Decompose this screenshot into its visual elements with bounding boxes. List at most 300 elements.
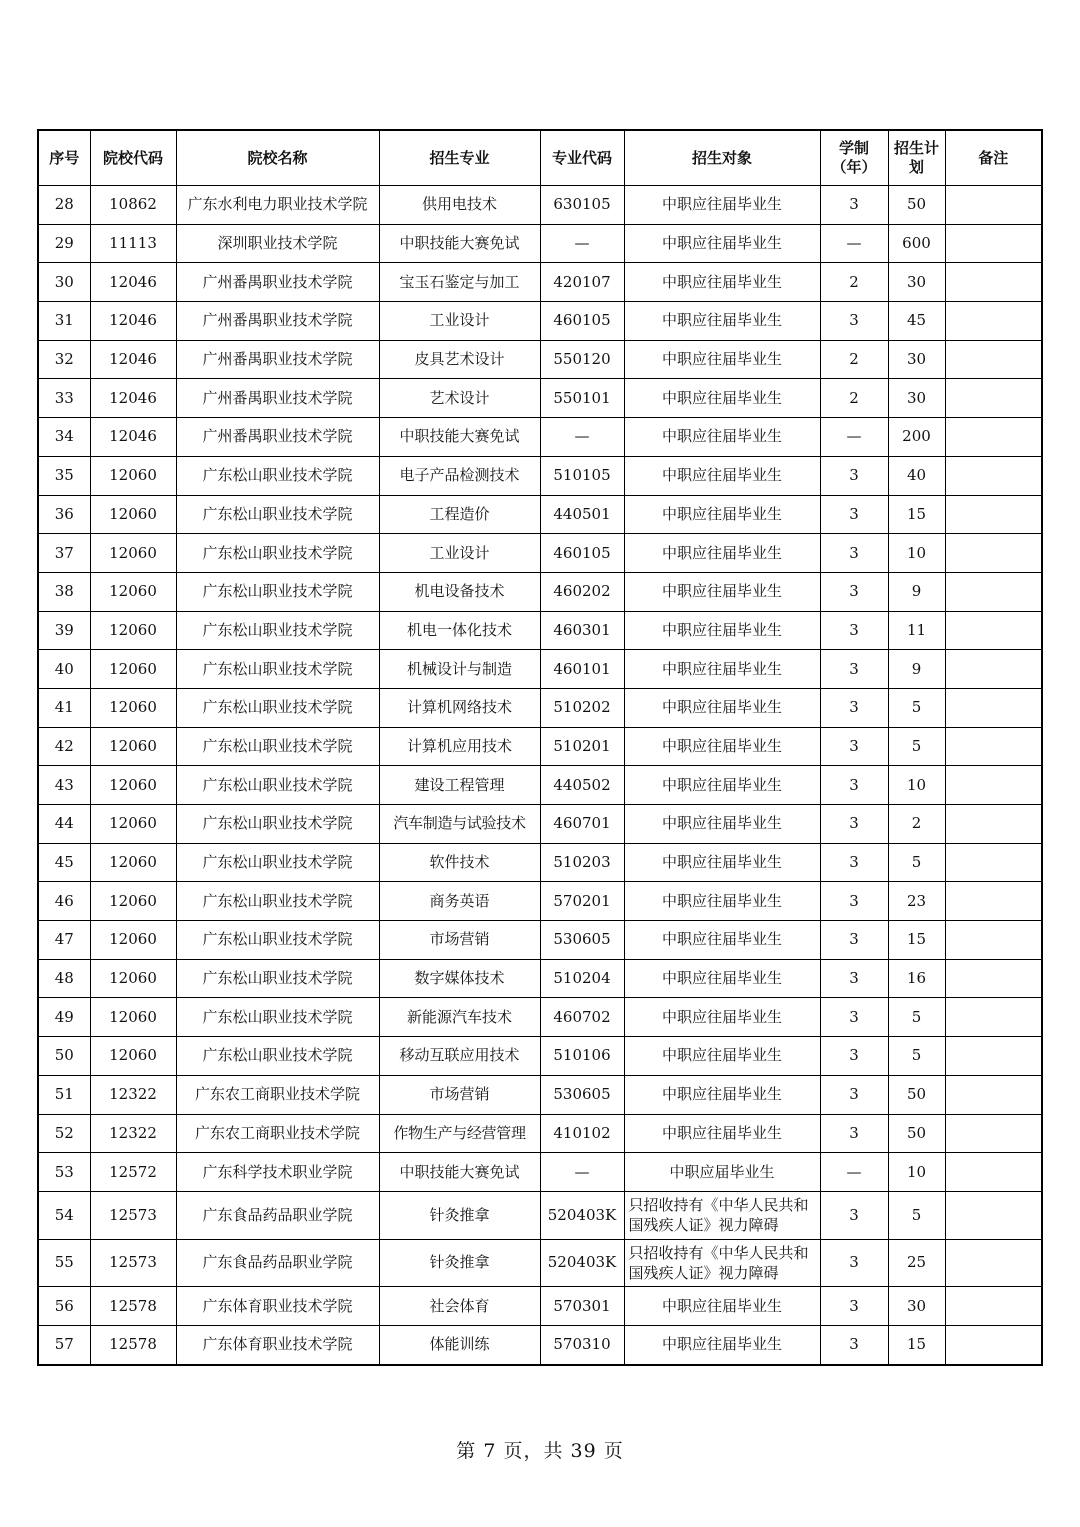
header-seq: 序号 [38,130,90,186]
table-row [38,1239,1042,1287]
cell-plan: 600 [888,224,945,263]
cell-school-code: 12060 [90,456,176,495]
cell-years: — [820,1153,888,1192]
cell-school-name: 广东松山职业技术学院 [176,998,379,1037]
cell-target: 中职应往届毕业生 [624,766,820,805]
cell-target: 中职应往届毕业生 [624,1037,820,1076]
cell-target: 中职应届毕业生 [624,1153,820,1192]
cell-plan: 9 [888,572,945,611]
cell-major-code: 530605 [540,921,624,960]
cell-major-code: 510202 [540,688,624,727]
cell-school-name: 广东松山职业技术学院 [176,495,379,534]
table-row [38,1037,1042,1076]
cell-notes [945,998,1042,1037]
cell-target: 中职应往届毕业生 [624,495,820,534]
cell-school-code: 11113 [90,224,176,263]
header-school-code: 院校代码 [90,130,176,186]
cell-major: 中职技能大赛免试 [379,1153,540,1192]
cell-target: 中职应往届毕业生 [624,186,820,225]
cell-seq: 42 [38,727,90,766]
cell-target: 中职应往届毕业生 [624,650,820,689]
cell-plan: 5 [888,1191,945,1239]
cell-notes [945,805,1042,844]
cell-major-code: — [540,1153,624,1192]
cell-major-code: 570310 [540,1325,624,1364]
cell-seq: 44 [38,805,90,844]
cell-school-code: 12060 [90,495,176,534]
cell-target: 中职应往届毕业生 [624,843,820,882]
cell-notes [945,843,1042,882]
table-row [38,1287,1042,1326]
cell-major-code: 460702 [540,998,624,1037]
cell-major: 机械设计与制造 [379,650,540,689]
cell-major: 针灸推拿 [379,1191,540,1239]
cell-major: 艺术设计 [379,379,540,418]
header-plan-line1: 招生计 [893,139,939,157]
cell-notes [945,224,1042,263]
cell-school-name: 广东松山职业技术学院 [176,921,379,960]
cell-years: 3 [820,1239,888,1287]
cell-major-code: 510203 [540,843,624,882]
cell-target: 中职应往届毕业生 [624,1325,820,1364]
cell-major: 供用电技术 [379,186,540,225]
cell-seq: 30 [38,263,90,302]
cell-school-name: 广东松山职业技术学院 [176,572,379,611]
cell-major-code: 460202 [540,572,624,611]
cell-notes [945,611,1042,650]
cell-target: 中职应往届毕业生 [624,302,820,341]
table-row [38,224,1042,263]
cell-school-name: 广东松山职业技术学院 [176,1037,379,1076]
cell-school-code: 12060 [90,650,176,689]
cell-years: 3 [820,495,888,534]
cell-seq: 49 [38,998,90,1037]
cell-notes [945,534,1042,573]
header-plan-line2: 划 [908,158,924,176]
cell-major-code: 460105 [540,534,624,573]
cell-school-name: 广东松山职业技术学院 [176,882,379,921]
table-row [38,495,1042,534]
cell-school-code: 10862 [90,186,176,225]
cell-school-code: 12046 [90,263,176,302]
cell-notes [945,650,1042,689]
cell-school-name: 广东松山职业技术学院 [176,959,379,998]
cell-school-name: 广州番禺职业技术学院 [176,379,379,418]
cell-years: 3 [820,534,888,573]
cell-target: 中职应往届毕业生 [624,688,820,727]
cell-school-code: 12573 [90,1191,176,1239]
cell-plan: 5 [888,998,945,1037]
cell-seq: 55 [38,1239,90,1287]
cell-seq: 41 [38,688,90,727]
cell-years: 2 [820,340,888,379]
cell-target: 中职应往届毕业生 [624,572,820,611]
cell-notes [945,766,1042,805]
cell-plan: 50 [888,1114,945,1153]
cell-notes [945,379,1042,418]
cell-seq: 36 [38,495,90,534]
cell-years: 3 [820,1191,888,1239]
cell-school-code: 12578 [90,1287,176,1326]
cell-notes [945,418,1042,457]
cell-major: 工业设计 [379,302,540,341]
cell-major-code: 460701 [540,805,624,844]
table-row [38,727,1042,766]
cell-seq: 47 [38,921,90,960]
header-plan [888,130,945,186]
cell-years: 3 [820,1037,888,1076]
cell-plan: 50 [888,186,945,225]
cell-notes [945,921,1042,960]
table-row [38,882,1042,921]
cell-seq: 50 [38,1037,90,1076]
cell-major-code: 520403K [540,1239,624,1287]
cell-major-code: 460101 [540,650,624,689]
cell-years: 3 [820,882,888,921]
table-row [38,959,1042,998]
cell-major-code: 550120 [540,340,624,379]
cell-school-code: 12060 [90,882,176,921]
cell-seq: 43 [38,766,90,805]
cell-years: 3 [820,611,888,650]
table-header-row [38,130,1042,186]
cell-target: 中职应往届毕业生 [624,727,820,766]
cell-school-name: 广州番禺职业技术学院 [176,340,379,379]
cell-target: 中职应往届毕业生 [624,882,820,921]
table-row [38,379,1042,418]
cell-school-code: 12060 [90,611,176,650]
header-years-line2: （年） [831,158,877,176]
cell-school-name: 广东松山职业技术学院 [176,727,379,766]
cell-major: 机电设备技术 [379,572,540,611]
table-row [38,534,1042,573]
cell-years: 3 [820,1325,888,1364]
cell-notes [945,1191,1042,1239]
cell-years: 2 [820,263,888,302]
cell-plan: 15 [888,1325,945,1364]
cell-target: 中职应往届毕业生 [624,224,820,263]
cell-notes [945,688,1042,727]
cell-major: 商务英语 [379,882,540,921]
cell-notes [945,959,1042,998]
cell-seq: 54 [38,1191,90,1239]
table-row [38,805,1042,844]
cell-school-name: 广东松山职业技术学院 [176,805,379,844]
cell-notes [945,340,1042,379]
cell-school-name: 广东体育职业技术学院 [176,1287,379,1326]
table-row [38,186,1042,225]
cell-plan: 5 [888,843,945,882]
cell-school-name: 广东农工商职业技术学院 [176,1075,379,1114]
cell-major: 中职技能大赛免试 [379,224,540,263]
cell-school-name: 广东松山职业技术学院 [176,650,379,689]
cell-school-name: 广东松山职业技术学院 [176,766,379,805]
cell-school-name: 广东食品药品职业学院 [176,1239,379,1287]
cell-plan: 50 [888,1075,945,1114]
cell-major-code: 440502 [540,766,624,805]
cell-major: 电子产品检测技术 [379,456,540,495]
cell-target: 中职应往届毕业生 [624,534,820,573]
cell-years: 3 [820,1075,888,1114]
cell-notes [945,572,1042,611]
cell-plan: 30 [888,263,945,302]
cell-plan: 10 [888,1153,945,1192]
cell-school-name: 广东松山职业技术学院 [176,843,379,882]
cell-target: 中职应往届毕业生 [624,418,820,457]
cell-major: 工程造价 [379,495,540,534]
cell-years: — [820,418,888,457]
cell-school-name: 广东松山职业技术学院 [176,611,379,650]
cell-plan: 200 [888,418,945,457]
cell-plan: 15 [888,921,945,960]
cell-target: 中职应往届毕业生 [624,1114,820,1153]
cell-notes [945,727,1042,766]
cell-seq: 40 [38,650,90,689]
header-major-code: 专业代码 [540,130,624,186]
cell-school-name: 深圳职业技术学院 [176,224,379,263]
cell-plan: 23 [888,882,945,921]
cell-major: 针灸推拿 [379,1239,540,1287]
cell-plan: 10 [888,766,945,805]
cell-major: 皮具艺术设计 [379,340,540,379]
cell-school-code: 12060 [90,805,176,844]
cell-target: 中职应往届毕业生 [624,1075,820,1114]
cell-seq: 31 [38,302,90,341]
enrollment-table [37,129,1043,1366]
cell-major-code: 520403K [540,1191,624,1239]
cell-major-code: — [540,224,624,263]
cell-plan: 25 [888,1239,945,1287]
table-row [38,1153,1042,1192]
cell-school-name: 广东松山职业技术学院 [176,688,379,727]
cell-major: 计算机应用技术 [379,727,540,766]
cell-school-code: 12322 [90,1114,176,1153]
cell-seq: 46 [38,882,90,921]
cell-plan: 9 [888,650,945,689]
cell-major-code: 440501 [540,495,624,534]
cell-notes [945,882,1042,921]
header-major: 招生专业 [379,130,540,186]
cell-notes [945,263,1042,302]
cell-seq: 33 [38,379,90,418]
cell-notes [945,1325,1042,1364]
cell-plan: 30 [888,1287,945,1326]
cell-years: 3 [820,805,888,844]
cell-target [624,1239,820,1287]
cell-school-name: 广东科学技术职业学院 [176,1153,379,1192]
cell-target: 中职应往届毕业生 [624,456,820,495]
cell-target: 中职应往届毕业生 [624,263,820,302]
cell-major-code: 510201 [540,727,624,766]
cell-school-code: 12060 [90,688,176,727]
cell-notes [945,1287,1042,1326]
cell-years: 3 [820,572,888,611]
cell-plan: 40 [888,456,945,495]
table-row [38,418,1042,457]
cell-target: 中职应往届毕业生 [624,805,820,844]
cell-major-code: 420107 [540,263,624,302]
cell-years: 3 [820,959,888,998]
cell-seq: 37 [38,534,90,573]
cell-years: 3 [820,456,888,495]
cell-seq: 45 [38,843,90,882]
cell-seq: 39 [38,611,90,650]
header-target: 招生对象 [624,130,820,186]
cell-major-code: 510204 [540,959,624,998]
cell-major: 作物生产与经营管理 [379,1114,540,1153]
cell-school-code: 12060 [90,843,176,882]
table-row [38,611,1042,650]
cell-notes [945,186,1042,225]
table-row [38,998,1042,1037]
cell-years: 3 [820,843,888,882]
cell-years: 3 [820,921,888,960]
cell-major-code: 460105 [540,302,624,341]
cell-plan: 5 [888,1037,945,1076]
cell-years: 3 [820,727,888,766]
cell-school-name: 广东食品药品职业学院 [176,1191,379,1239]
cell-target: 中职应往届毕业生 [624,959,820,998]
cell-years: 2 [820,379,888,418]
cell-plan: 15 [888,495,945,534]
cell-major: 汽车制造与试验技术 [379,805,540,844]
cell-target: 中职应往届毕业生 [624,921,820,960]
table-row [38,1325,1042,1364]
cell-years: 3 [820,186,888,225]
cell-seq: 29 [38,224,90,263]
cell-major: 新能源汽车技术 [379,998,540,1037]
cell-notes [945,1075,1042,1114]
cell-school-code: 12060 [90,534,176,573]
header-notes: 备注 [945,130,1042,186]
cell-plan: 10 [888,534,945,573]
cell-notes [945,1114,1042,1153]
cell-major-code: 630105 [540,186,624,225]
table-row [38,650,1042,689]
cell-major-code: 460301 [540,611,624,650]
cell-seq: 56 [38,1287,90,1326]
cell-school-code: 12572 [90,1153,176,1192]
cell-notes [945,302,1042,341]
cell-school-code: 12060 [90,959,176,998]
cell-major-code: 550101 [540,379,624,418]
cell-school-name: 广州番禺职业技术学院 [176,302,379,341]
cell-school-name: 广东农工商职业技术学院 [176,1114,379,1153]
cell-major: 计算机网络技术 [379,688,540,727]
cell-years: 3 [820,998,888,1037]
cell-school-name: 广州番禺职业技术学院 [176,418,379,457]
cell-major: 机电一体化技术 [379,611,540,650]
cell-major-code: 530605 [540,1075,624,1114]
cell-school-code: 12046 [90,379,176,418]
cell-seq: 38 [38,572,90,611]
cell-school-code: 12060 [90,1037,176,1076]
cell-notes [945,456,1042,495]
cell-seq: 53 [38,1153,90,1192]
cell-school-name: 广东松山职业技术学院 [176,456,379,495]
cell-target: 中职应往届毕业生 [624,998,820,1037]
cell-plan: 16 [888,959,945,998]
cell-school-code: 12060 [90,727,176,766]
cell-years: 3 [820,766,888,805]
cell-years: 3 [820,650,888,689]
cell-notes [945,495,1042,534]
cell-school-code: 12573 [90,1239,176,1287]
cell-notes [945,1037,1042,1076]
cell-years: 3 [820,1114,888,1153]
table-row [38,1191,1042,1239]
cell-target-text: 只招收持有《中华人民共和国残疾人证》视力障碍 [628,1196,809,1235]
cell-seq: 52 [38,1114,90,1153]
cell-school-name: 广东水利电力职业技术学院 [176,186,379,225]
cell-major: 中职技能大赛免试 [379,418,540,457]
cell-school-code: 12578 [90,1325,176,1364]
cell-seq: 32 [38,340,90,379]
header-years-line1: 学制 [838,139,869,157]
table-row [38,263,1042,302]
cell-school-name: 广州番禺职业技术学院 [176,263,379,302]
cell-years: 3 [820,1287,888,1326]
cell-school-code: 12060 [90,998,176,1037]
cell-major-code: 570201 [540,882,624,921]
cell-major: 工业设计 [379,534,540,573]
cell-seq: 35 [38,456,90,495]
cell-seq: 57 [38,1325,90,1364]
cell-school-code: 12060 [90,572,176,611]
cell-plan: 30 [888,340,945,379]
cell-plan: 30 [888,379,945,418]
cell-years: 3 [820,302,888,341]
table-row [38,688,1042,727]
cell-target: 中职应往届毕业生 [624,1287,820,1326]
cell-plan: 11 [888,611,945,650]
cell-major: 社会体育 [379,1287,540,1326]
table-row [38,1075,1042,1114]
cell-target: 中职应往届毕业生 [624,379,820,418]
cell-school-name: 广东松山职业技术学院 [176,534,379,573]
cell-major: 建设工程管理 [379,766,540,805]
table-row [38,340,1042,379]
table-body [38,186,1042,1365]
cell-seq: 48 [38,959,90,998]
table-row [38,843,1042,882]
cell-major: 数字媒体技术 [379,959,540,998]
cell-major-code: 570301 [540,1287,624,1326]
table-row [38,572,1042,611]
cell-school-code: 12046 [90,418,176,457]
cell-school-code: 12046 [90,340,176,379]
table-row [38,456,1042,495]
cell-major: 市场营销 [379,921,540,960]
cell-target: 中职应往届毕业生 [624,611,820,650]
cell-school-code: 12046 [90,302,176,341]
cell-school-name: 广东体育职业技术学院 [176,1325,379,1364]
header-years [820,130,888,186]
cell-target: 中职应往届毕业生 [624,340,820,379]
cell-plan: 5 [888,727,945,766]
header-school-name: 院校名称 [176,130,379,186]
table-row [38,302,1042,341]
cell-school-code: 12060 [90,921,176,960]
cell-notes [945,1153,1042,1192]
cell-major: 市场营销 [379,1075,540,1114]
table-row [38,1114,1042,1153]
cell-years: 3 [820,688,888,727]
cell-major-code: — [540,418,624,457]
table-row [38,766,1042,805]
cell-major: 软件技术 [379,843,540,882]
cell-seq: 34 [38,418,90,457]
